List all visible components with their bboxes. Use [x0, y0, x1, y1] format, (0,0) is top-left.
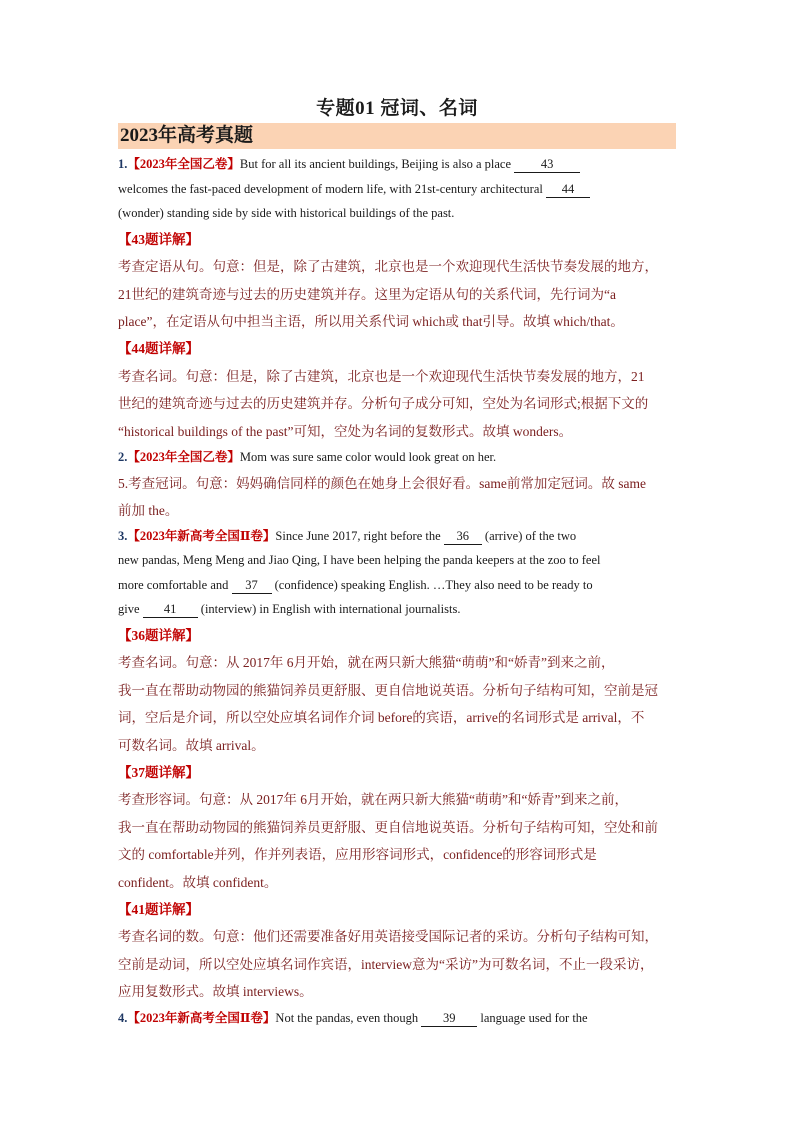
question-1 — [118, 152, 676, 226]
question-text: But for all its ancient buildings, Beijing is also a place — [239, 157, 515, 171]
answer-blank: 41 — [143, 602, 198, 618]
question-text: Mom was sure same color would look great on her. — [239, 450, 497, 465]
explanation-line: “historical buildings of the past”可知，空处为名词的复数形式。故填 wonders。 — [118, 423, 573, 439]
explanation-line: 考查名词。句意：但是，除了古建筑，北京也是一个欢迎现代生活快节奏发展的地方，21 — [118, 368, 645, 384]
explanation-line: 文的 comfortable并列，作并列表语，应用形容词形式，confidence的形容词形式是 — [118, 847, 597, 863]
explanation-line: 5.考查冠词。句意：妈妈确信同样的颜色在她身上会很好看。same前常加定冠词。故 same — [118, 475, 646, 491]
question-text: welcomes the fast-paced development of modern life, with 21st-century architectural — [118, 181, 546, 196]
explanation-line: 考查定语从句。句意：但是，除了古建筑，北京也是一个欢迎现代生活快节奏发展的地方， — [118, 259, 658, 275]
question-4 — [118, 1006, 676, 1031]
question-text: Since June 2017, right before the — [275, 528, 444, 543]
explanation-line: 我一直在帮助动物园的熊猫饲养员更舒服、更自信地说英语。分析句子结构可知，空前是冠 — [118, 682, 658, 698]
explanation-line: 我一直在帮助动物园的熊猫饲养员更舒服、更自信地说英语。分析句子结构可知，空处和前 — [118, 819, 658, 835]
explanation-line: 考查名词。句意：从 2017年 6月开始，就在两只新大熊猫“萌萌”和“娇青”到来之前， — [118, 655, 615, 671]
explanation-line: 词，空后是介词，所以空处应填名词作介词 before的宾语，arrive的名词形式是 arrival，不 — [118, 710, 645, 726]
question-2 — [118, 445, 676, 470]
explanation-line: 21世纪的建筑奇迹与过去的历史建筑并存。这里为定语从句的关系代词，先行词为“a — [118, 286, 616, 302]
explanation-line: confident。故填 confident。 — [118, 874, 278, 890]
question-text: new pandas, Meng Meng and Jiao Qing, I have been helping the panda keepers at the zoo to feel — [118, 553, 601, 568]
question-text: (confidence) speaking English. …They also need to be ready to — [271, 577, 593, 592]
question-text: give — [118, 602, 143, 617]
question-text: more comfortable and — [118, 577, 232, 592]
explanation-line: 空前是动词，所以空处应填名词作宾语，interview意为“采访”为可数名词，不止一段采访， — [118, 956, 654, 972]
explanation-line: place”，在定语从句中担当主语，所以用关系代词 which或 that引导。故填 which/that。 — [118, 314, 624, 329]
question-text: Not the pandas, even though — [275, 1010, 422, 1025]
explanation-line: 考查名词的数。句意：他们还需要准备好用英语接受国际记者的采访。分析句子结构可知， — [118, 929, 658, 945]
question-text: (arrive) of the two — [481, 528, 577, 543]
explanation-heading-44: 【44题详解】 — [118, 341, 199, 357]
explanation-heading-41: 【41题详解】 — [118, 902, 199, 918]
answer-blank: 43 — [514, 157, 580, 173]
explanation-line: 应用复数形式。故填 interviews。 — [118, 984, 313, 1000]
answer-blank: 39 — [421, 1011, 477, 1027]
explanation-line: 可数名词。故填 arrival。 — [118, 737, 265, 753]
question-source: 【2023年新高考全国Ⅱ卷】 — [127, 1010, 276, 1025]
question-number: 2. — [118, 450, 128, 465]
explanation-line: 前加 the。 — [118, 502, 179, 518]
question-source: 【2023年全国乙卷】 — [127, 157, 240, 171]
document-page — [118, 96, 676, 1030]
answer-blank: 37 — [232, 578, 272, 594]
section-heading: 2023年高考真题 — [118, 123, 676, 149]
answer-blank: 36 — [444, 529, 482, 545]
question-3 — [118, 524, 676, 622]
question-text: (wonder) standing side by side with historical buildings of the past. — [118, 206, 455, 221]
explanation-heading-37: 【37题详解】 — [118, 765, 199, 781]
question-source: 【2023年全国乙卷】 — [127, 450, 240, 465]
explanation-heading-43: 【43题详解】 — [118, 231, 199, 247]
explanation-line: 考查形容词。句意：从 2017年 6月开始，就在两只新大熊猫“萌萌”和“娇青”到来之前， — [118, 792, 628, 808]
question-number: 4. — [118, 1010, 128, 1025]
question-text: language used for the — [477, 1010, 588, 1025]
explanation-line: 世纪的建筑奇迹与过去的历史建筑并存。分析句子成分可知，空处为名词形式;根据下文的 — [118, 396, 649, 412]
question-text: (interview) in English with international journalists. — [197, 602, 461, 617]
explanation-heading-36: 【36题详解】 — [118, 628, 199, 643]
answer-blank: 44 — [546, 182, 590, 198]
page-title: 专题01 冠词、名词 — [316, 98, 478, 119]
question-number: 3. — [118, 528, 128, 543]
question-number: 1. — [118, 157, 128, 171]
question-source: 【2023年新高考全国Ⅱ卷】 — [127, 528, 276, 543]
